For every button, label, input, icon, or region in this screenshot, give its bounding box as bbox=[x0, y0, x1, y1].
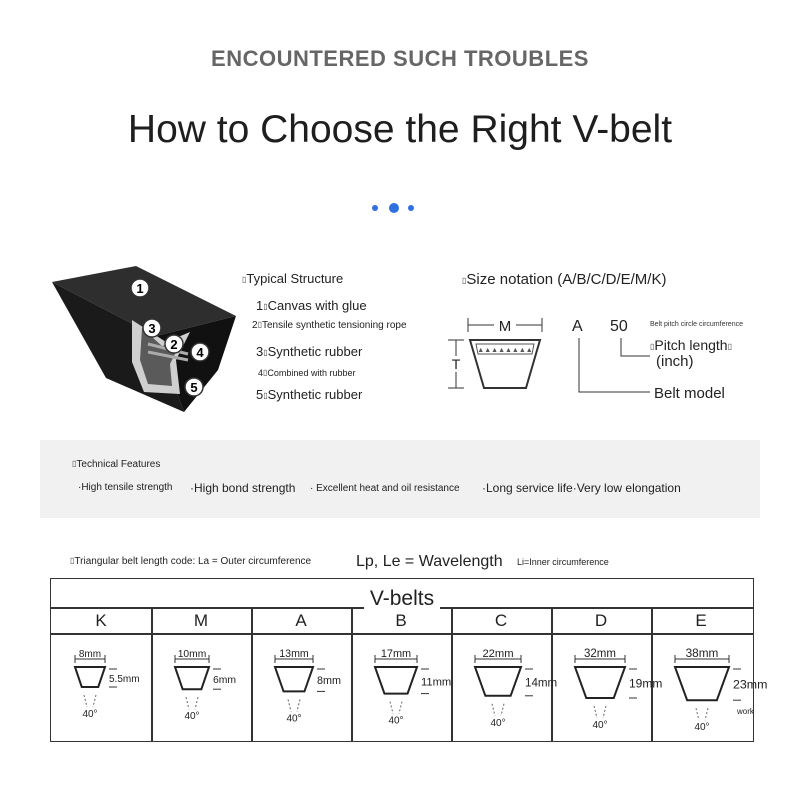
column-header-a: A bbox=[295, 611, 307, 630]
belt-profile-diagram bbox=[446, 312, 556, 398]
belt-profile-cell-m bbox=[151, 645, 251, 741]
belt-structure-illustration bbox=[48, 262, 238, 414]
structure-item-3: 3▯Synthetic rubber bbox=[256, 344, 363, 359]
belt-profile-cell-a bbox=[251, 645, 351, 741]
feature-item-1: ·High tensile strength bbox=[78, 482, 173, 493]
structure-item-1: 1▯Canvas with glue bbox=[256, 298, 367, 313]
belt-trapezoid-icon bbox=[651, 645, 768, 741]
belt-height-label: 5.5mm bbox=[109, 674, 140, 685]
structure-heading: ▯Typical Structure bbox=[242, 271, 344, 286]
length-code-outer: ▯Triangular belt length code: La = Outer circumference bbox=[70, 556, 312, 567]
callout-4: 4 bbox=[196, 345, 204, 360]
belt-height-label: 8mm bbox=[317, 675, 341, 688]
belt-angle-label: 40° bbox=[184, 711, 200, 723]
feature-item-3: · Excellent heat and oil resistance bbox=[310, 483, 460, 494]
callout-2: 2 bbox=[170, 337, 178, 352]
v-belt-size-table bbox=[50, 578, 768, 742]
dot-indicator bbox=[372, 205, 378, 211]
belt-height-label: 11mm bbox=[421, 676, 452, 689]
carousel-dots bbox=[372, 202, 422, 214]
feature-item-2: ·High bond strength bbox=[190, 481, 296, 495]
belt-trapezoid-icon bbox=[251, 645, 351, 741]
belt-width-label: 17mm bbox=[380, 648, 412, 660]
belt-angle-label: 40° bbox=[82, 709, 98, 720]
belt-angle-label: 40° bbox=[388, 715, 404, 727]
belt-profile-cell-c bbox=[451, 645, 558, 741]
belt-trapezoid-icon bbox=[351, 645, 451, 741]
dim-m-label: M bbox=[498, 318, 512, 335]
belt-height-label: 14mm bbox=[525, 676, 558, 690]
belt-profile-cell-b bbox=[351, 645, 451, 741]
structure-item-2: 2▯Tensile synthetic tensioning rope bbox=[252, 320, 407, 331]
belt-note-label: work bbox=[737, 707, 754, 717]
belt-model-label: Belt model bbox=[654, 385, 725, 402]
pitch-circle-note: Belt pitch circle circumference bbox=[650, 321, 743, 328]
callout-5: 5 bbox=[190, 380, 198, 395]
column-header-b: B bbox=[395, 611, 407, 630]
code-length: 50 bbox=[610, 318, 628, 335]
feature-item-4: ·Long service life·Very low elongation bbox=[482, 481, 681, 495]
belt-width-label: 38mm bbox=[685, 646, 719, 660]
belt-profile-cell-d bbox=[551, 645, 663, 741]
belt-angle-label: 40° bbox=[490, 717, 506, 729]
belt-trapezoid-icon bbox=[451, 645, 558, 741]
belt-height-label: 19mm bbox=[629, 676, 663, 691]
eyebrow-heading: ENCOUNTERED SUCH TROUBLES bbox=[211, 46, 589, 71]
belt-height-label: 6mm bbox=[213, 675, 237, 687]
callout-1: 1 bbox=[136, 281, 144, 296]
belt-angle-label: 40° bbox=[286, 713, 302, 725]
belt-width-label: 8mm bbox=[78, 649, 102, 660]
dot-indicator-active bbox=[389, 203, 399, 213]
column-header-e: E bbox=[695, 611, 707, 630]
belt-trapezoid-icon bbox=[151, 645, 251, 741]
belt-width-label: 22mm bbox=[482, 648, 514, 660]
notation-heading: ▯Size notation (A/B/C/D/E/M/K) bbox=[462, 271, 667, 288]
belt-trapezoid-icon bbox=[51, 645, 151, 741]
features-heading: ▯Technical Features bbox=[72, 459, 161, 470]
belt-profile-cell-e bbox=[651, 645, 768, 741]
length-code-inner: Li=Inner circumference bbox=[517, 557, 609, 567]
structure-item-5: 5▯Synthetic rubber bbox=[256, 387, 363, 402]
column-header-c: C bbox=[494, 611, 508, 630]
code-model: A bbox=[572, 318, 583, 335]
svg-text:▲▲▲▲▲▲▲▲: ▲▲▲▲▲▲▲▲ bbox=[477, 347, 533, 354]
length-code-wavelength: Lp, Le = Wavelength bbox=[356, 553, 503, 570]
pitch-length-label: ▯Pitch length▯ bbox=[650, 337, 732, 353]
technical-features-band bbox=[40, 440, 760, 518]
dim-t-label: T bbox=[451, 356, 461, 372]
belt-profile-cell-k bbox=[51, 645, 151, 741]
dot-indicator bbox=[408, 205, 414, 211]
belt-angle-label: 40° bbox=[592, 720, 608, 731]
belt-width-label: 10mm bbox=[177, 649, 207, 660]
column-header-m: M bbox=[193, 611, 209, 630]
belt-width-label: 32mm bbox=[584, 648, 616, 660]
column-header-d: D bbox=[594, 611, 608, 630]
belt-height-label: 23mm bbox=[733, 677, 768, 692]
structure-item-4: 4▯Combined with rubber bbox=[258, 368, 356, 378]
belt-angle-label: 40° bbox=[694, 722, 710, 734]
belt-width-label: 13mm bbox=[279, 648, 309, 660]
page-title: How to Choose the Right V-belt bbox=[127, 108, 673, 151]
belt-trapezoid-icon bbox=[551, 645, 663, 741]
callout-3: 3 bbox=[148, 321, 156, 336]
table-title-wrap bbox=[51, 587, 753, 611]
pitch-unit-label: (inch) bbox=[656, 353, 694, 370]
table-title: V-belts bbox=[364, 587, 440, 610]
column-header-k: K bbox=[95, 611, 107, 630]
